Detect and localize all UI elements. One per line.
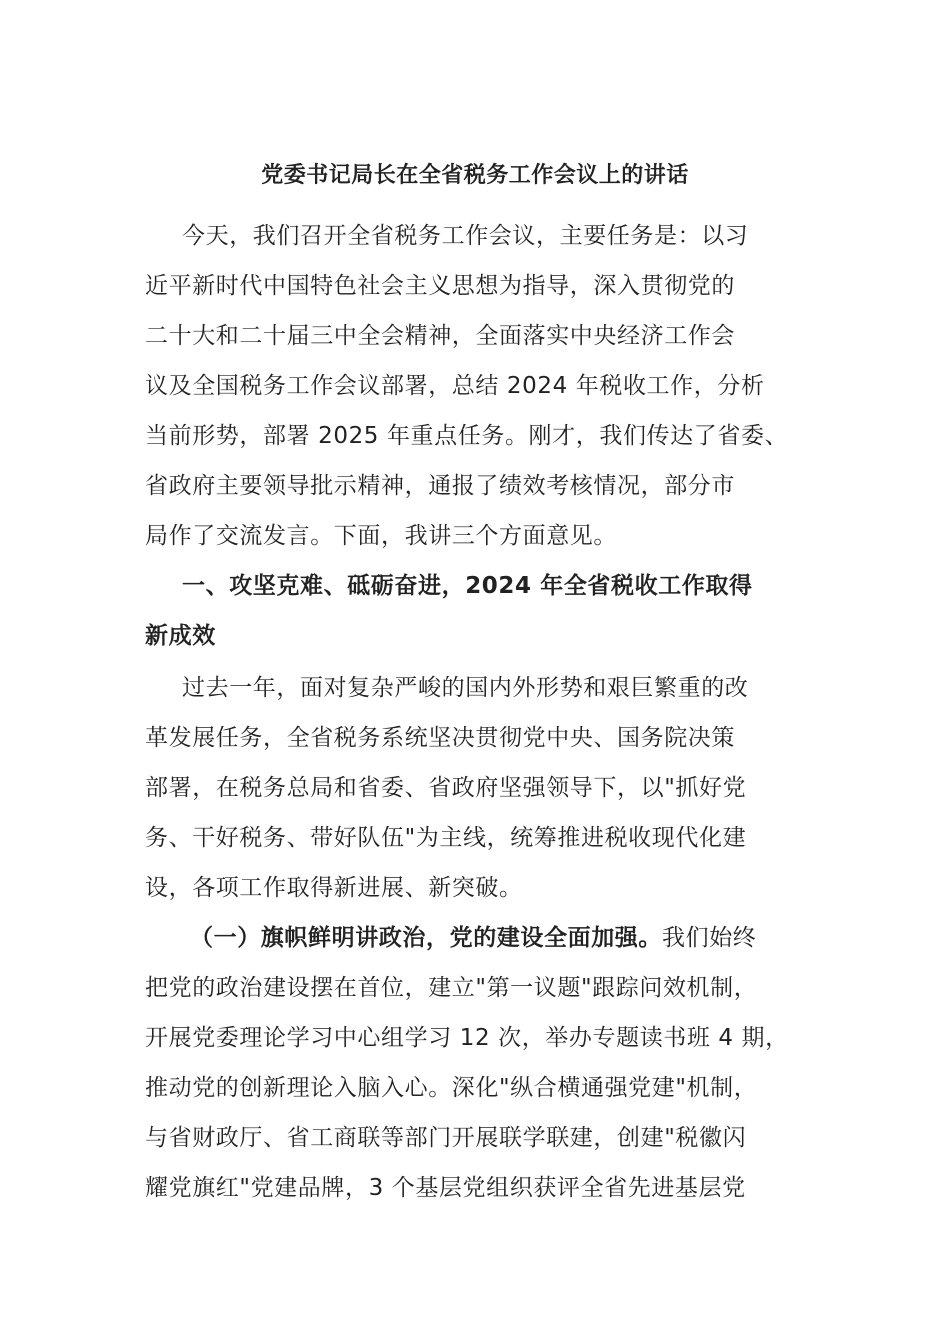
paragraph-line: 开展党委理论学习中心组学习 12 次，举办专题读书班 4 期， xyxy=(145,1025,789,1051)
document-title: 党委书记局长在全省税务工作会议上的讲话 xyxy=(261,163,689,188)
paragraph-line: 当前形势，部署 2025 年重点任务。刚才，我们传达了省委、 xyxy=(145,423,789,449)
paragraph-line: 省政府主要领导批示精神，通报了绩效考核情况，部分市 xyxy=(145,473,735,499)
paragraph-line: 部署，在税务总局和省委、省政府坚强领导下，以"抓好党 xyxy=(145,775,747,801)
paragraph-line: 与省财政厅、省工商联等部门开展联学联建，创建"税徽闪 xyxy=(145,1125,747,1151)
paragraph-line: 议及全国税务工作会议部署，总结 2024 年税收工作，分析 xyxy=(145,373,765,399)
subsection-heading: （一）旗帜鲜明讲政治，党的建设全面加强。 xyxy=(190,925,662,951)
paragraph-line: 近平新时代中国特色社会主义思想为指导，深入贯彻党的 xyxy=(145,273,735,299)
paragraph-text: 我们始终 xyxy=(662,925,757,951)
section-heading: 一、攻坚克难、砥砺奋进，2024 年全省税收工作取得 xyxy=(182,573,753,599)
paragraph-line: 设，各项工作取得新进展、新突破。 xyxy=(145,875,523,901)
paragraph-line: 务、干好税务、带好队伍"为主线，统筹推进税收现代化建 xyxy=(145,825,747,851)
paragraph-line: 耀党旗红"党建品牌，3 个基层党组织获评全省先进基层党 xyxy=(145,1175,746,1201)
paragraph-line: 二十大和二十届三中全会精神，全面落实中央经济工作会 xyxy=(145,323,735,349)
paragraph-line: 把党的政治建设摆在首位，建立"第一议题"跟踪问效机制， xyxy=(145,975,758,1001)
section-heading: 新成效 xyxy=(145,623,216,649)
paragraph-line: 革发展任务，全省税务系统坚决贯彻党中央、国务院决策 xyxy=(145,725,735,751)
paragraph-line: 推动党的创新理论入脑入心。深化"纵合横通强党建"机制， xyxy=(145,1075,758,1101)
paragraph-line: 局作了交流发言。下面，我讲三个方面意见。 xyxy=(145,523,617,549)
paragraph-line xyxy=(190,920,756,956)
paragraph-line: 今天，我们召开全省税务工作会议，主要任务是：以习 xyxy=(182,223,749,249)
paragraph-line: 过去一年，面对复杂严峻的国内外形势和艰巨繁重的改 xyxy=(182,675,749,701)
